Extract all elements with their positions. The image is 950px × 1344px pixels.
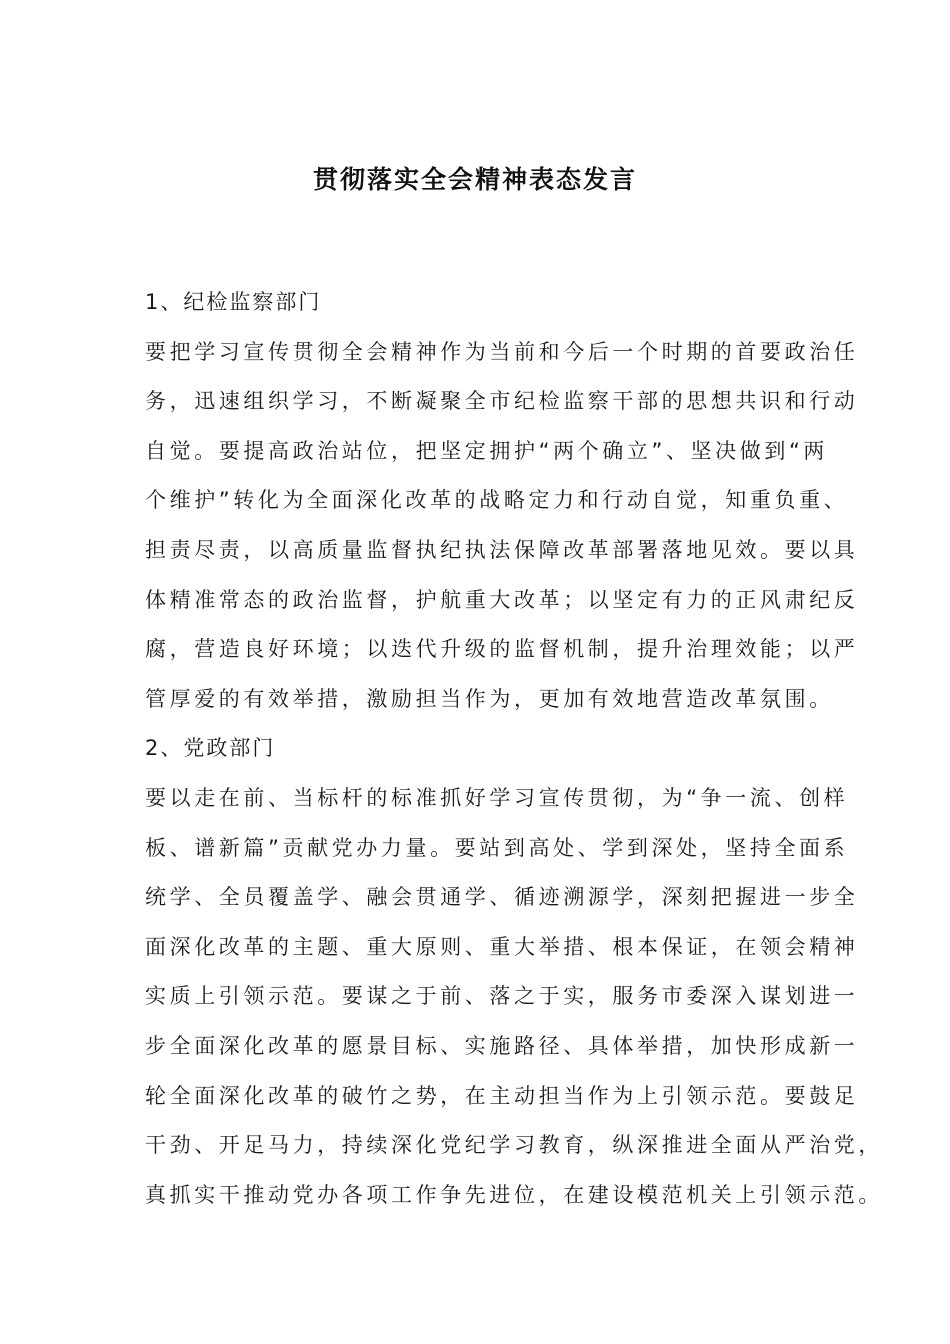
paragraph-line: 个维护”转化为全面深化改革的战略定力和行动自觉，知重负重、 <box>145 488 849 513</box>
paragraph-line: 务，迅速组织学习，不断凝聚全市纪检监察干部的思想共识和行动 <box>145 389 859 414</box>
paragraph-line: 干劲、开足马力，持续深化党纪学习教育，纵深推进全面从严治党， <box>145 1133 883 1158</box>
section-heading: 2、党政部门 <box>145 736 276 761</box>
paragraph-line: 面深化改革的主题、重大原则、重大举措、根本保证，在领会精神 <box>145 934 859 959</box>
paragraph-line: 板、谱新篇”贡献党办力量。要站到高处、学到深处，坚持全面系 <box>145 835 849 860</box>
paragraph-line: 要把学习宣传贯彻全会精神作为当前和今后一个时期的首要政治任 <box>145 339 859 364</box>
paragraph-line: 管厚爱的有效举措，激励担当作为，更加有效地营造改革氛围。 <box>145 686 834 711</box>
paragraph-line: 自觉。要提高政治站位，把坚定拥护“两个确立”、坚决做到“两 <box>145 438 829 463</box>
document-title: 贯彻落实全会精神表态发言 <box>312 165 637 194</box>
paragraph-line: 担责尽责，以高质量监督执纪执法保障改革部署落地见效。要以具 <box>145 537 859 562</box>
section-heading: 1、纪检监察部门 <box>145 290 322 314</box>
section-party-government <box>145 724 883 1220</box>
paragraph-line: 轮全面深化改革的破竹之势，在主动担当作为上引领示范。要鼓足 <box>145 1083 859 1108</box>
paragraph-line: 统学、全员覆盖学、融会贯通学、循迹溯源学，深刻把握进一步全 <box>145 885 859 910</box>
paragraph-line: 真抓实干推动党办各项工作争先进位，在建设模范机关上引领示范。 <box>145 1182 883 1207</box>
paragraph-line: 实质上引领示范。要谋之于前、落之于实，服务市委深入谋划进一 <box>145 984 859 1009</box>
paragraph-line: 体精准常态的政治监督，护航重大改革；以坚定有力的正风肃纪反 <box>145 587 859 612</box>
section-discipline-inspection <box>145 278 859 724</box>
paragraph-line: 要以走在前、当标杆的标准抓好学习宣传贯彻，为“争一流、创样 <box>145 785 849 810</box>
paragraph-line: 腐，营造良好环境；以迭代升级的监督机制，提升治理效能；以严 <box>145 637 859 662</box>
paragraph-line: 步全面深化改革的愿景目标、实施路径、具体举措，加快形成新一 <box>145 1033 859 1058</box>
document-body <box>145 278 883 1220</box>
